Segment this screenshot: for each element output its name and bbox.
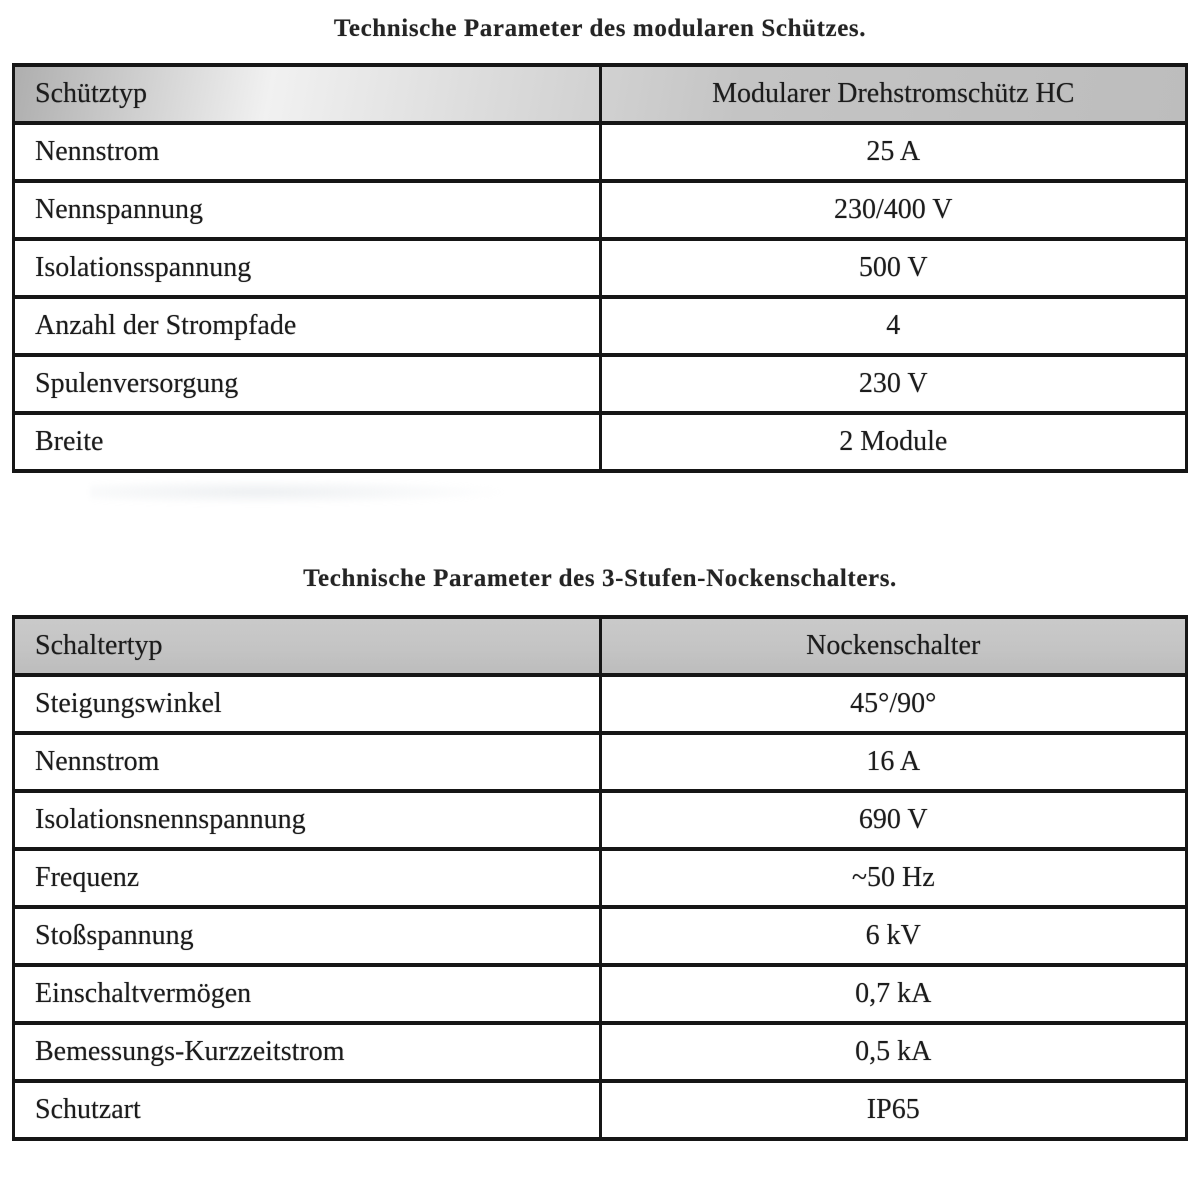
param-cell: Nennstrom <box>14 123 601 181</box>
contactor-spec-table <box>12 63 1188 473</box>
value-cell: 0,5 kA <box>600 1023 1187 1081</box>
param-cell: Spulenversorgung <box>14 355 601 413</box>
param-cell: Einschaltvermögen <box>14 965 601 1023</box>
param-cell: Isolationsnennspannung <box>14 791 601 849</box>
spec-row <box>14 413 1187 471</box>
table2-header-value-cell: Nockenschalter <box>600 617 1187 675</box>
spec-row <box>14 181 1187 239</box>
value-cell: 4 <box>600 297 1187 355</box>
param-cell: Frequenz <box>14 849 601 907</box>
value-cell: 45°/90° <box>600 675 1187 733</box>
param-cell: Schutzart <box>14 1081 601 1139</box>
table1-header-value-cell: Modularer Drehstromschütz HC <box>600 65 1187 123</box>
param-cell: Nennspannung <box>14 181 601 239</box>
spec-row <box>14 1081 1187 1139</box>
param-cell: Isolationsspannung <box>14 239 601 297</box>
spec-row <box>14 123 1187 181</box>
param-cell: Steigungswinkel <box>14 675 601 733</box>
spec-row <box>14 791 1187 849</box>
value-cell: 6 kV <box>600 907 1187 965</box>
value-cell: 25 A <box>600 123 1187 181</box>
value-cell: 690 V <box>600 791 1187 849</box>
table1-header-row <box>14 65 1187 123</box>
value-cell: 230/400 V <box>600 181 1187 239</box>
table2-header-row <box>14 617 1187 675</box>
param-cell: Nennstrom <box>14 733 601 791</box>
param-cell: Bemessungs-Kurzzeitstrom <box>14 1023 601 1081</box>
table2-caption: Technische Parameter des 3-Stufen-Nockenschalters. <box>303 565 897 592</box>
scan-artifact <box>90 479 510 505</box>
spec-row <box>14 907 1187 965</box>
param-cell: Breite <box>14 413 601 471</box>
value-cell: ~50 Hz <box>600 849 1187 907</box>
table1-header-param-cell: Schütztyp <box>14 65 601 123</box>
spec-row <box>14 239 1187 297</box>
spec-row <box>14 733 1187 791</box>
param-cell: Stoßspannung <box>14 907 601 965</box>
value-cell: 0,7 kA <box>600 965 1187 1023</box>
spec-row <box>14 1023 1187 1081</box>
spec-row <box>14 965 1187 1023</box>
value-cell: 230 V <box>600 355 1187 413</box>
table1-caption: Technische Parameter des modularen Schützes. <box>333 15 867 42</box>
param-cell: Anzahl der Strompfade <box>14 297 601 355</box>
value-cell: 2 Module <box>600 413 1187 471</box>
value-cell: IP65 <box>600 1081 1187 1139</box>
table2-header-param-cell: Schaltertyp <box>14 617 601 675</box>
value-cell: 16 A <box>600 733 1187 791</box>
value-cell: 500 V <box>600 239 1187 297</box>
spec-row <box>14 675 1187 733</box>
spec-row <box>14 355 1187 413</box>
spec-row <box>14 297 1187 355</box>
cam-switch-spec-table <box>12 615 1188 1141</box>
spec-row <box>14 849 1187 907</box>
